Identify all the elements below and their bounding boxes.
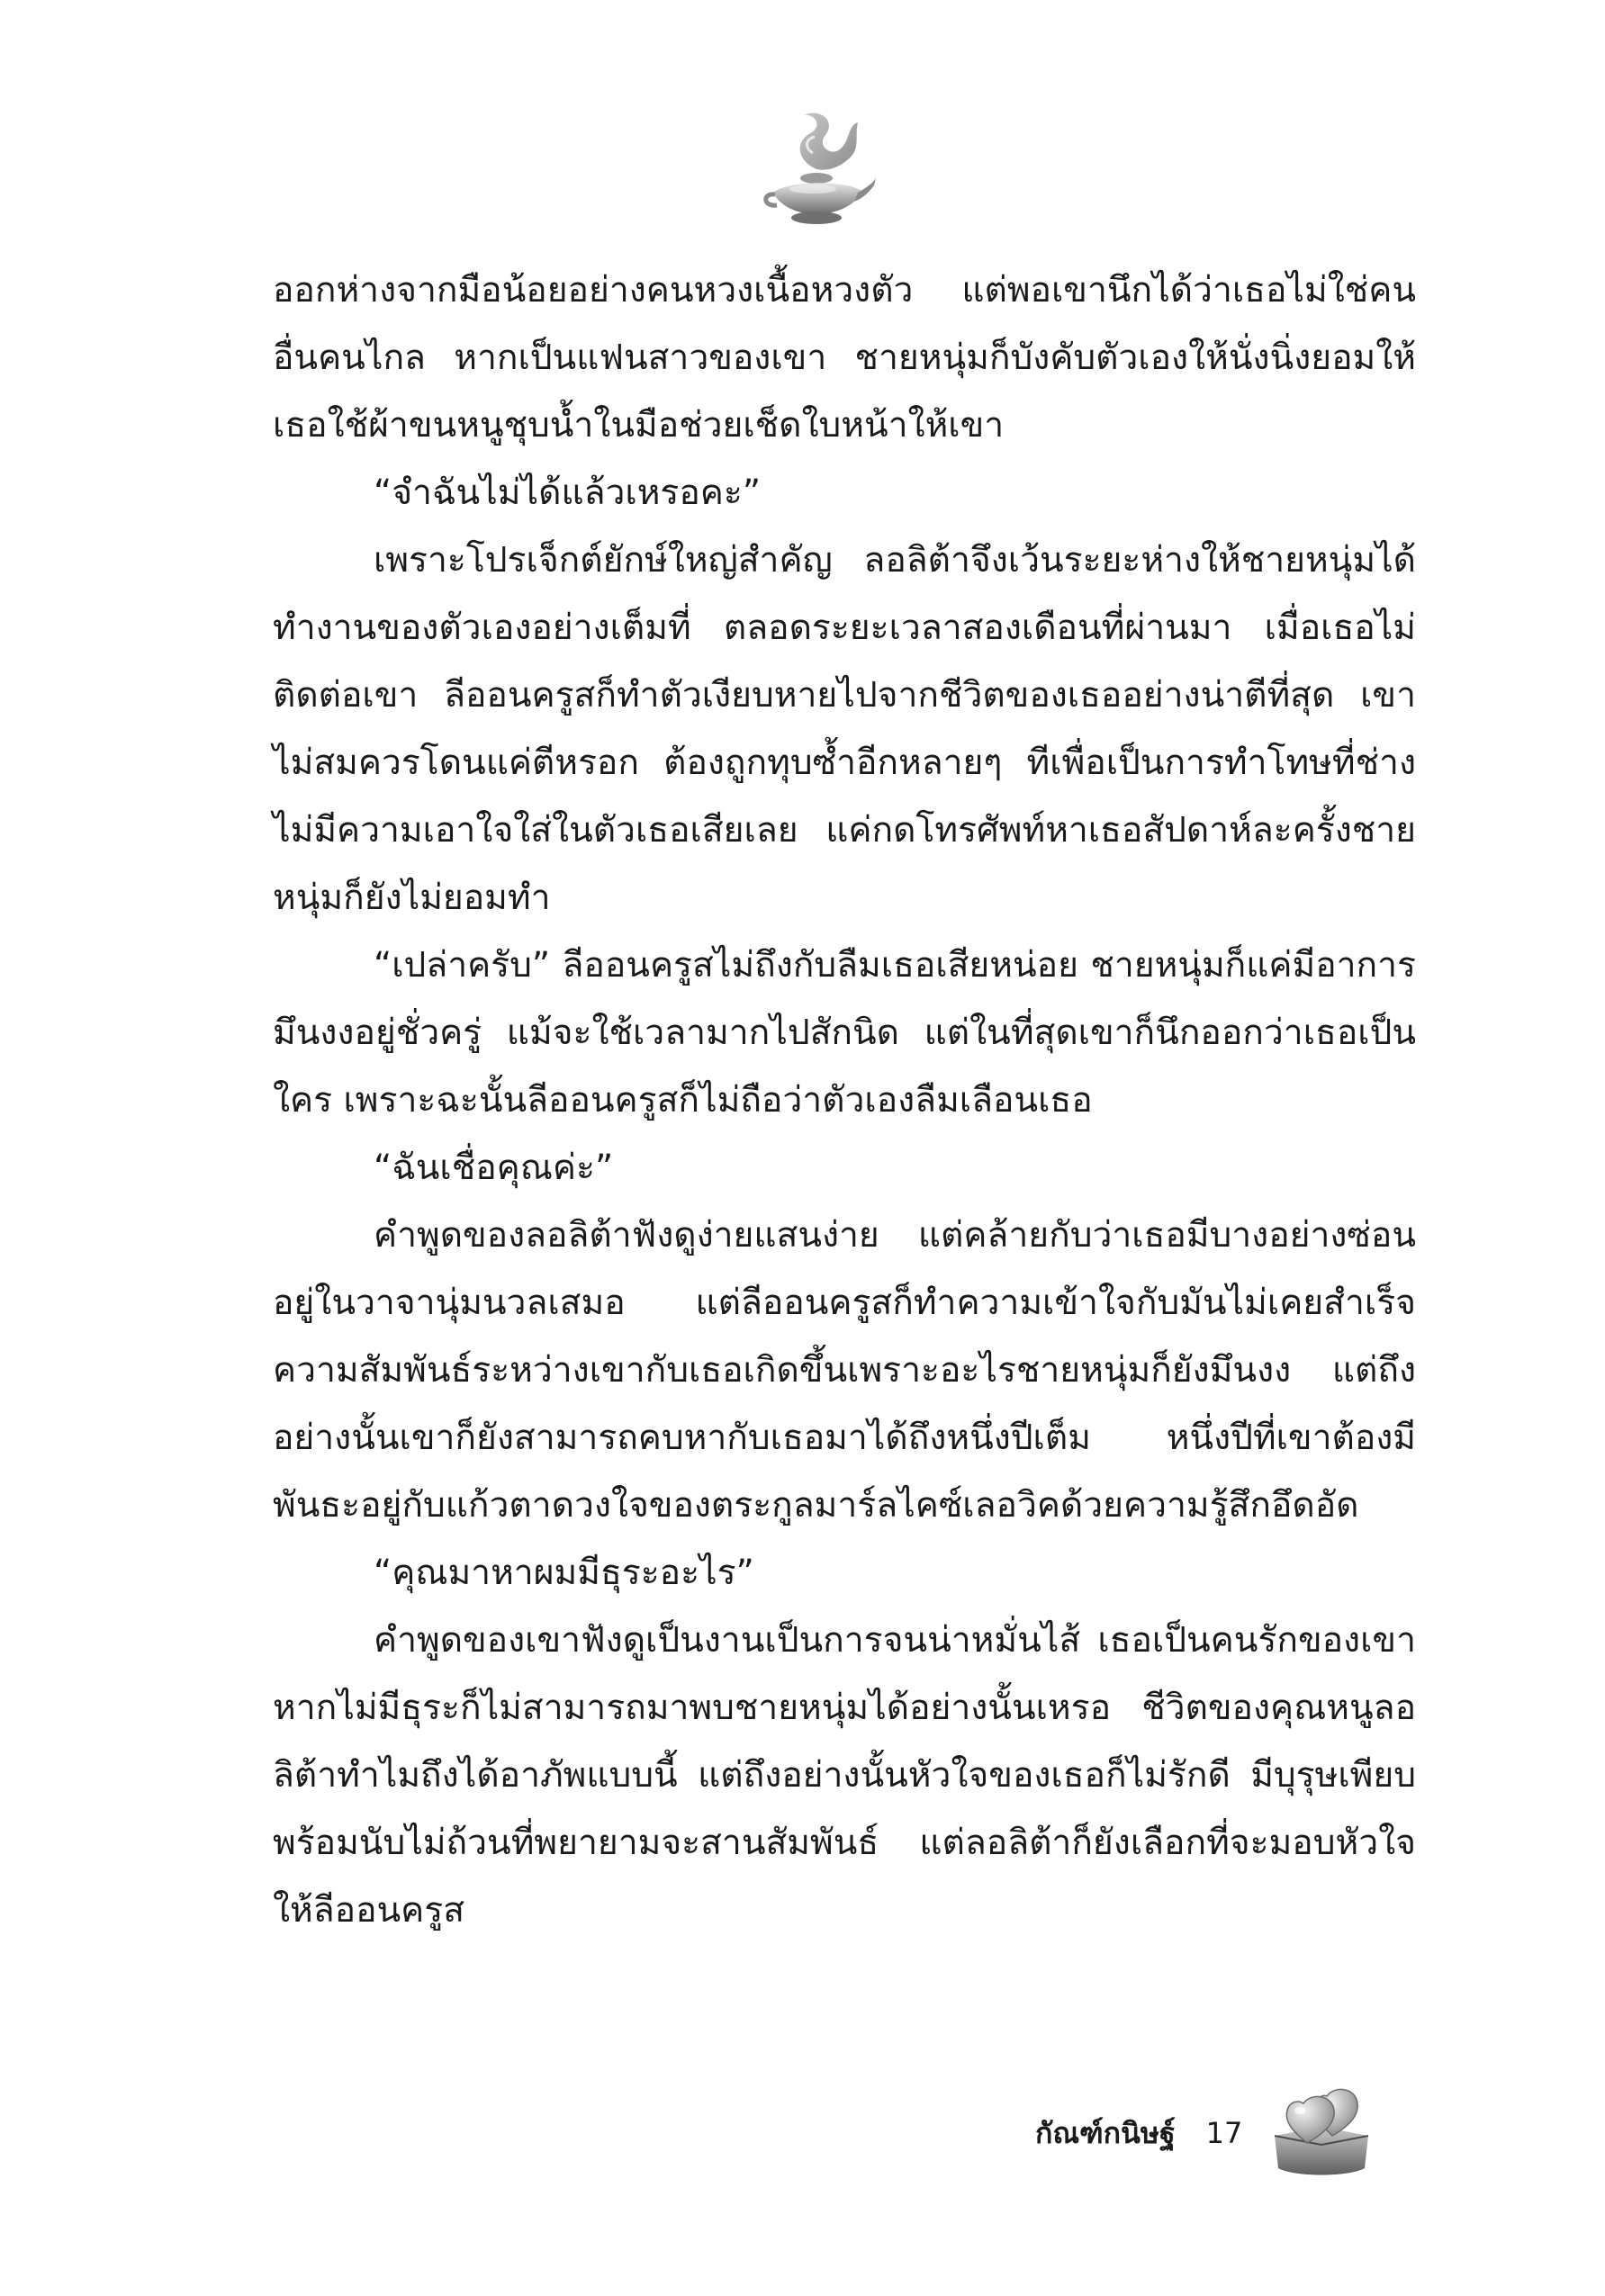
- paragraph-4: “เปล่าครับ” ลีออนครูสไม่ถึงกับลืมเธอเสียหน่อย ชายหนุ่มก็แค่มีอาการมึนงงอยู่ชั่วครู่ แม้จะใช้เวลามากไปสักนิด แต่ในที่สุดเขาก็นึกออกว่าเธอเป็นใคร เพราะฉะนั้นลีออนครูสก็ไม่ถือว่าตัวเองลืมเลือนเธอ: [273, 945, 1416, 1121]
- paragraph-5: “ฉันเชื่อคุณค่ะ”: [374, 1148, 614, 1188]
- paragraph-7: “คุณมาหาผมมีธุระอะไร”: [374, 1553, 754, 1593]
- series-name: กัณฑ์กนิษฐ์: [1035, 2115, 1176, 2150]
- paragraph-3: เพราะโปรเจ็กต์ยักษ์ใหญ่สำคัญ ลอลิต้าจึงเว้นระยะห่างให้ชายหนุ่มได้ทำงานของตัวเองอย่างเต็มที่ ตลอดระยะเวลาสองเดือนที่ผ่านมา เมื่อเธอไม่ติดต่อเขา ลีออนครูสก็ทำตัวเงียบหายไปจากชีวิตของเธออย่างน่าตีที่สุด เขาไม่สมควรโดนแค่ตีหรอก ต้องถูกทุบซ้ำอีกหลายๆ ทีเพื่อเป็นการทำโทษที่ช่างไม่มีความเอาใจใส่ในตัวเธอเสียเลย แค่กดโทรศัพท์หาเธอสัปดาห์ละครั้งชายหนุ่มก็ยังไม่ยอมทำ: [273, 540, 1416, 918]
- paragraph-2: “จำฉันไม่ได้แล้วเหรอคะ”: [374, 473, 762, 513]
- paragraph-1: ออกห่างจากมือน้อยอย่างคนหวงเนื้อหวงตัว แต่พอเขานึกได้ว่าเธอไม่ใช่คนอื่นคนไกล หากเป็นแฟนสาวของเขา ชายหนุ่มก็บังคับตัวเองให้นั่งนิ่งยอมให้เธอใช้ผ้าขนหนูชุบน้ำในมือช่วยเช็ดใบหน้าให้เขา: [273, 270, 1416, 446]
- paragraph-6: คำพูดของลอลิต้าฟังดูง่ายแสนง่าย แต่คล้ายกับว่าเธอมีบางอย่างซ่อนอยู่ในวาจานุ่มนวลเสมอ แต่ลีออนครูสก็ทำความเข้าใจกับมันไม่เคยสำเร็จ ความสัมพันธ์ระหว่างเขากับเธอเกิดขึ้นเพราะอะไรชายหนุ่มก็ยังมึนงง แต่ถึงอย่างนั้นเขาก็ยังสามารถคบหากับเธอมาได้ถึงหนึ่งปีเต็ม หนึ่งปีที่เขาต้องมีพันธะอยู่กับแก้วตาดวงใจของตระกูลมาร์ลไคซ์เลอวิคด้วยความรู้สึกอึดอัด: [273, 1215, 1416, 1526]
- magic-lamp-icon: [761, 106, 878, 228]
- heart-box-icon: [1267, 2084, 1375, 2183]
- page-footer: [1035, 2097, 1375, 2169]
- page-number: 17: [1205, 2116, 1243, 2150]
- paragraph-8: คำพูดของเขาฟังดูเป็นงานเป็นการจนน่าหมั่นไส้ เธอเป็นคนรักของเขาหากไม่มีธุระก็ไม่สามารถมาพบชายหนุ่มได้อย่างนั้นเหรอ ชีวิตของคุณหนูลอลิต้าทำไมถึงได้อาภัพแบบนี้ แต่ถึงอย่างนั้นหัวใจของเธอก็ไม่รักดี มีบุรุษเพียบพร้อมนับไม่ถ้วนที่พยายามจะสานสัมพันธ์ แต่ลอลิต้าก็ยังเลือกที่จะมอบหัวใจให้ลีออนครูส: [273, 1620, 1416, 1931]
- body-text: [273, 257, 1416, 1944]
